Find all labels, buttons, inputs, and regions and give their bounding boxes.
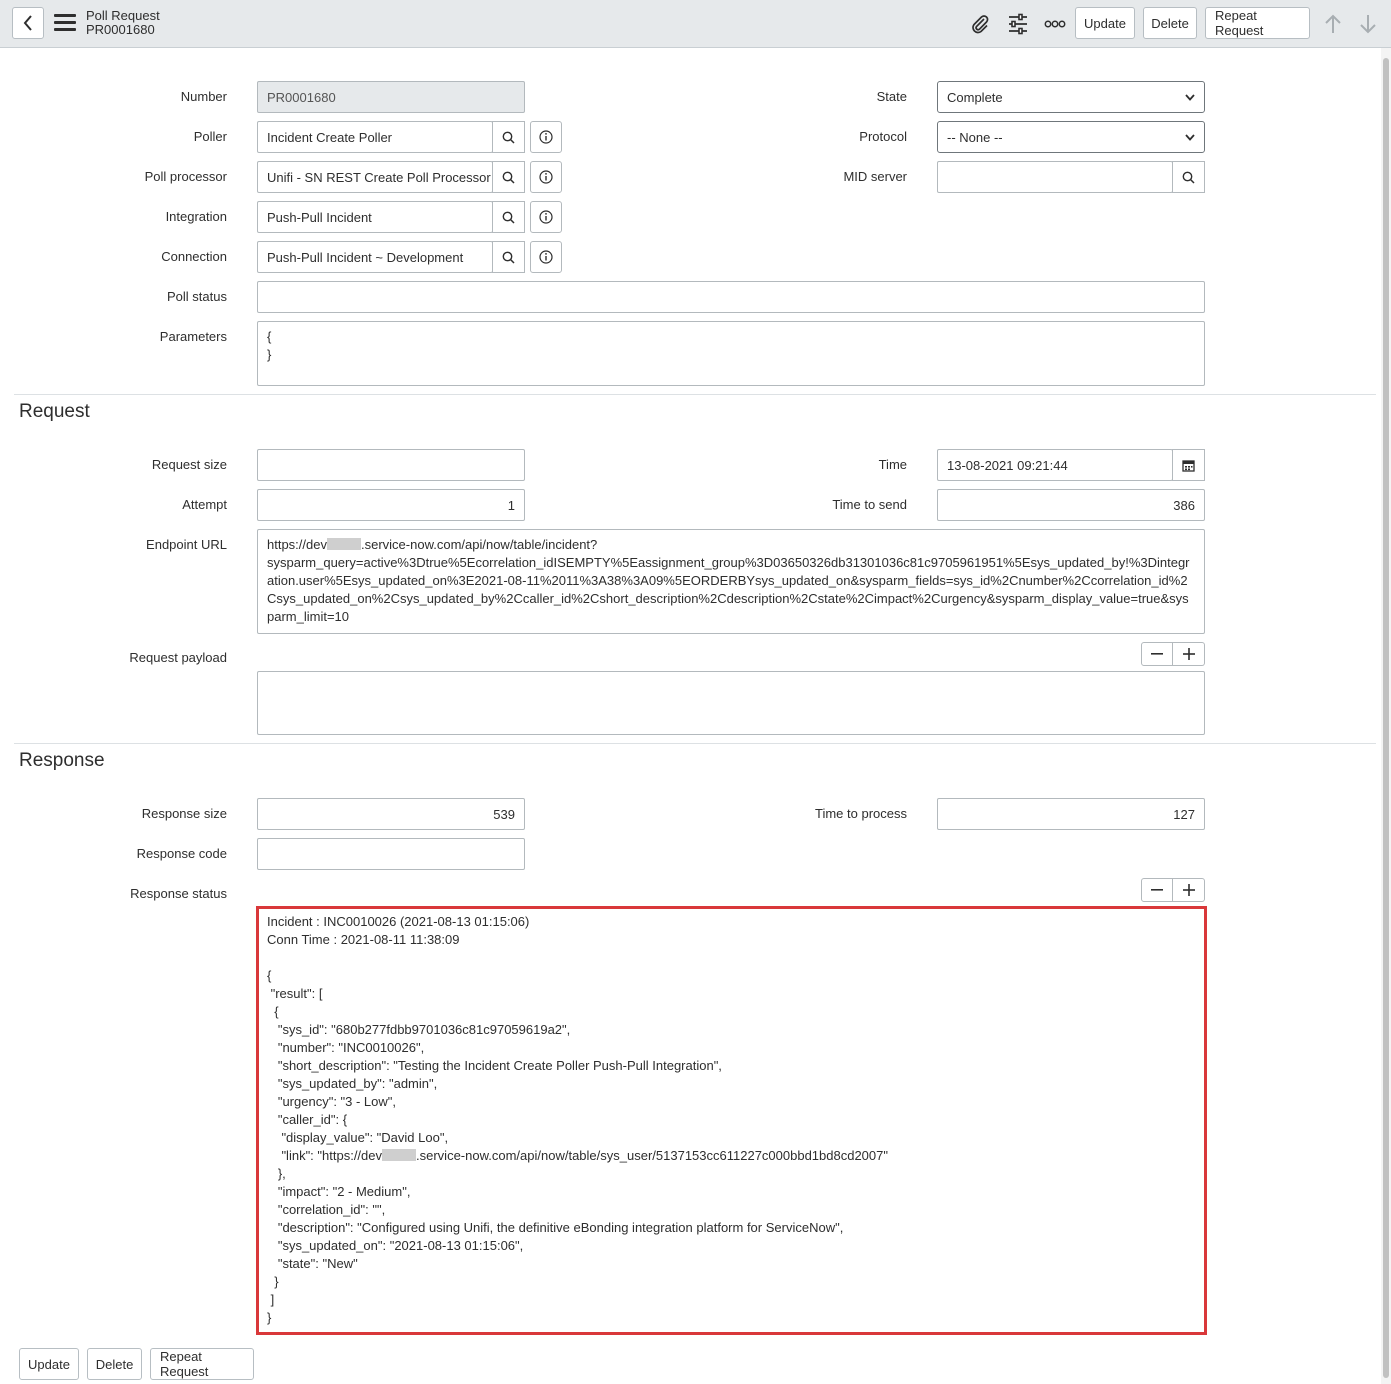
connection-field[interactable]: Push-Pull Incident ~ Development xyxy=(257,241,493,273)
poll-processor-lookup-button[interactable] xyxy=(492,161,525,193)
request-section-title: Request xyxy=(19,401,90,422)
time-field[interactable]: 13-08-2021 09:21:44 xyxy=(937,449,1173,481)
info-icon xyxy=(539,170,553,184)
connection-info-button[interactable] xyxy=(530,241,562,273)
time-to-send-field[interactable]: 386 xyxy=(937,489,1205,521)
parameters-label: Parameters xyxy=(159,329,227,344)
calendar-button[interactable] xyxy=(1172,449,1205,481)
search-icon xyxy=(1182,171,1195,184)
parameters-textarea[interactable]: { } xyxy=(257,321,1205,386)
section-divider xyxy=(14,743,1376,744)
poller-info-button[interactable] xyxy=(530,121,562,153)
info-icon xyxy=(539,210,553,224)
endpoint-url-textarea[interactable] xyxy=(257,529,1205,634)
settings-sliders-icon[interactable] xyxy=(1006,12,1030,36)
section-divider xyxy=(14,394,1376,395)
poller-field[interactable]: Incident Create Poller xyxy=(257,121,493,153)
integration-lookup-button[interactable] xyxy=(492,201,525,233)
request-payload-resize-controls xyxy=(1141,642,1205,666)
protocol-selected-value: -- None -- xyxy=(947,129,1003,145)
response-code-field[interactable] xyxy=(257,838,525,870)
update-button[interactable]: Update xyxy=(1075,7,1135,39)
repeat-request-button[interactable]: Repeat Request xyxy=(1205,7,1310,39)
response-status-tail: }, "impact": "2 - Medium", "correlation_id": "", "description": "Configured using Unifi, the definitive eBonding integration platform for ServiceNow", "sys_updated_on": "2021-08-13 01:15:06", "state": "New" } ] } xyxy=(267,1166,844,1325)
endpoint-url-query: sysparm_query=active%3Dtrue%5Ecorrelation_idISEMPTY%5Eassignment_group%3D03650326db31301036c81c9705961951%5Esys_updated_by!%3Dintegration.user%5Esys_updated_on%3E2021-08-11%2011%3A38%3A09%5EORDERBYsys_updated_on&sysparm_fields=sys_id%2Cnumber%2Ccorrelation_id%2Csys_updated_on%2Csys_updated_by%2Ccaller_id%2Cshort_description%2Cdescription%2Cstate%2Cimpact%2Curgency&sysparm_display_value=true&sysparm_limit=10 xyxy=(267,555,1190,624)
endpoint-url-prefix: https://dev xyxy=(267,537,327,552)
footer-update-button[interactable]: Update xyxy=(19,1348,79,1380)
response-size-field[interactable]: 539 xyxy=(257,798,525,830)
delete-button[interactable]: Delete xyxy=(1143,7,1197,39)
footer-delete-button[interactable]: Delete xyxy=(87,1348,142,1380)
response-status-head: Incident : INC0010026 (2021-08-13 01:15:06) Conn Time : 2021-08-11 11:38:09 { "result": [ { "sys_id": "680b277fdbb9701036c81c97059619a2", "number": "INC0010026", "short_description": "Testing the Incident Create Poller Push-Pull Integration", "sys_updated_by": "admin", "urgency": "3 - Low", "caller_id": { "display_value": "David Loo", xyxy=(267,914,722,1145)
attempt-field[interactable]: 1 xyxy=(257,489,525,521)
plus-icon[interactable] xyxy=(1173,642,1205,666)
response-size-label: Response size xyxy=(141,806,227,821)
search-icon xyxy=(502,131,515,144)
back-icon xyxy=(23,15,33,31)
request-size-field[interactable] xyxy=(257,449,525,481)
response-status-link-suffix: .service-now.com/api/now/table/sys_user/5137153cc611227c000bbd1bd8cd2007" xyxy=(416,1148,888,1163)
connection-label: Connection xyxy=(161,249,227,264)
mid-server-lookup-button[interactable] xyxy=(1172,161,1205,193)
attachment-icon[interactable] xyxy=(968,12,992,36)
request-payload-textarea[interactable] xyxy=(257,671,1205,735)
arrow-down-icon[interactable] xyxy=(1356,12,1380,36)
minus-icon[interactable] xyxy=(1141,642,1173,666)
plus-icon[interactable] xyxy=(1173,878,1205,902)
response-section-title: Response xyxy=(19,750,105,771)
poll-processor-label: Poll processor xyxy=(144,169,227,184)
poll-processor-field[interactable]: Unifi - SN REST Create Poll Processor xyxy=(257,161,493,193)
arrow-up-icon[interactable] xyxy=(1321,12,1345,36)
time-to-send-label: Time to send xyxy=(832,497,907,512)
search-icon xyxy=(502,211,515,224)
info-icon xyxy=(539,130,553,144)
menu-icon[interactable] xyxy=(54,14,76,32)
attempt-label: Attempt xyxy=(182,497,227,512)
scrollbar[interactable] xyxy=(1381,48,1391,1384)
integration-info-button[interactable] xyxy=(530,201,562,233)
back-button[interactable] xyxy=(12,7,44,39)
request-size-label: Request size xyxy=(151,457,227,472)
time-to-process-label: Time to process xyxy=(815,806,907,821)
connection-lookup-button[interactable] xyxy=(492,241,525,273)
mid-server-field[interactable] xyxy=(937,161,1173,193)
footer-repeat-request-button[interactable]: Repeat Request xyxy=(150,1348,254,1380)
request-payload-label: Request payload xyxy=(129,650,227,665)
time-label: Time xyxy=(878,457,907,472)
integration-field[interactable]: Push-Pull Incident xyxy=(257,201,493,233)
endpoint-url-suffix: .service-now.com/api/now/table/incident? xyxy=(360,537,598,552)
number-field: PR0001680 xyxy=(257,81,525,113)
number-label: Number xyxy=(180,89,227,104)
redacted-host xyxy=(327,538,361,550)
response-status-link-prefix: "link": "https://dev xyxy=(267,1148,383,1163)
form-title-text: Poll Request xyxy=(86,8,160,23)
info-icon xyxy=(539,250,553,264)
poll-processor-info-button[interactable] xyxy=(530,161,562,193)
response-status-textarea[interactable] xyxy=(256,906,1207,1335)
poller-label: Poller xyxy=(193,129,227,144)
protocol-select[interactable] xyxy=(937,121,1205,153)
response-status-label: Response status xyxy=(130,886,227,901)
poll-status-label: Poll status xyxy=(167,289,227,304)
mid-server-label: MID server xyxy=(843,169,907,184)
redacted-host xyxy=(382,1149,416,1161)
state-label: State xyxy=(876,89,907,104)
protocol-label: Protocol xyxy=(859,129,907,144)
minus-icon[interactable] xyxy=(1141,878,1173,902)
endpoint-url-label: Endpoint URL xyxy=(146,537,227,552)
poll-status-field[interactable] xyxy=(257,281,1205,313)
state-selected-value: Complete xyxy=(947,89,1003,105)
state-select[interactable] xyxy=(937,81,1205,113)
form-header xyxy=(0,0,1391,48)
more-icon[interactable] xyxy=(1043,12,1067,36)
scrollbar-thumb[interactable] xyxy=(1383,58,1389,1378)
integration-label: Integration xyxy=(165,209,227,224)
response-status-resize-controls xyxy=(1141,878,1205,902)
chevron-down-icon xyxy=(1185,94,1195,101)
time-to-process-field[interactable]: 127 xyxy=(937,798,1205,830)
chevron-down-icon xyxy=(1185,134,1195,141)
calendar-icon xyxy=(1182,459,1195,472)
poller-lookup-button[interactable] xyxy=(492,121,525,153)
search-icon xyxy=(502,251,515,264)
search-icon xyxy=(502,171,515,184)
form-record-number: PR0001680 xyxy=(86,22,155,37)
form-title xyxy=(86,9,160,37)
response-code-label: Response code xyxy=(136,846,227,861)
